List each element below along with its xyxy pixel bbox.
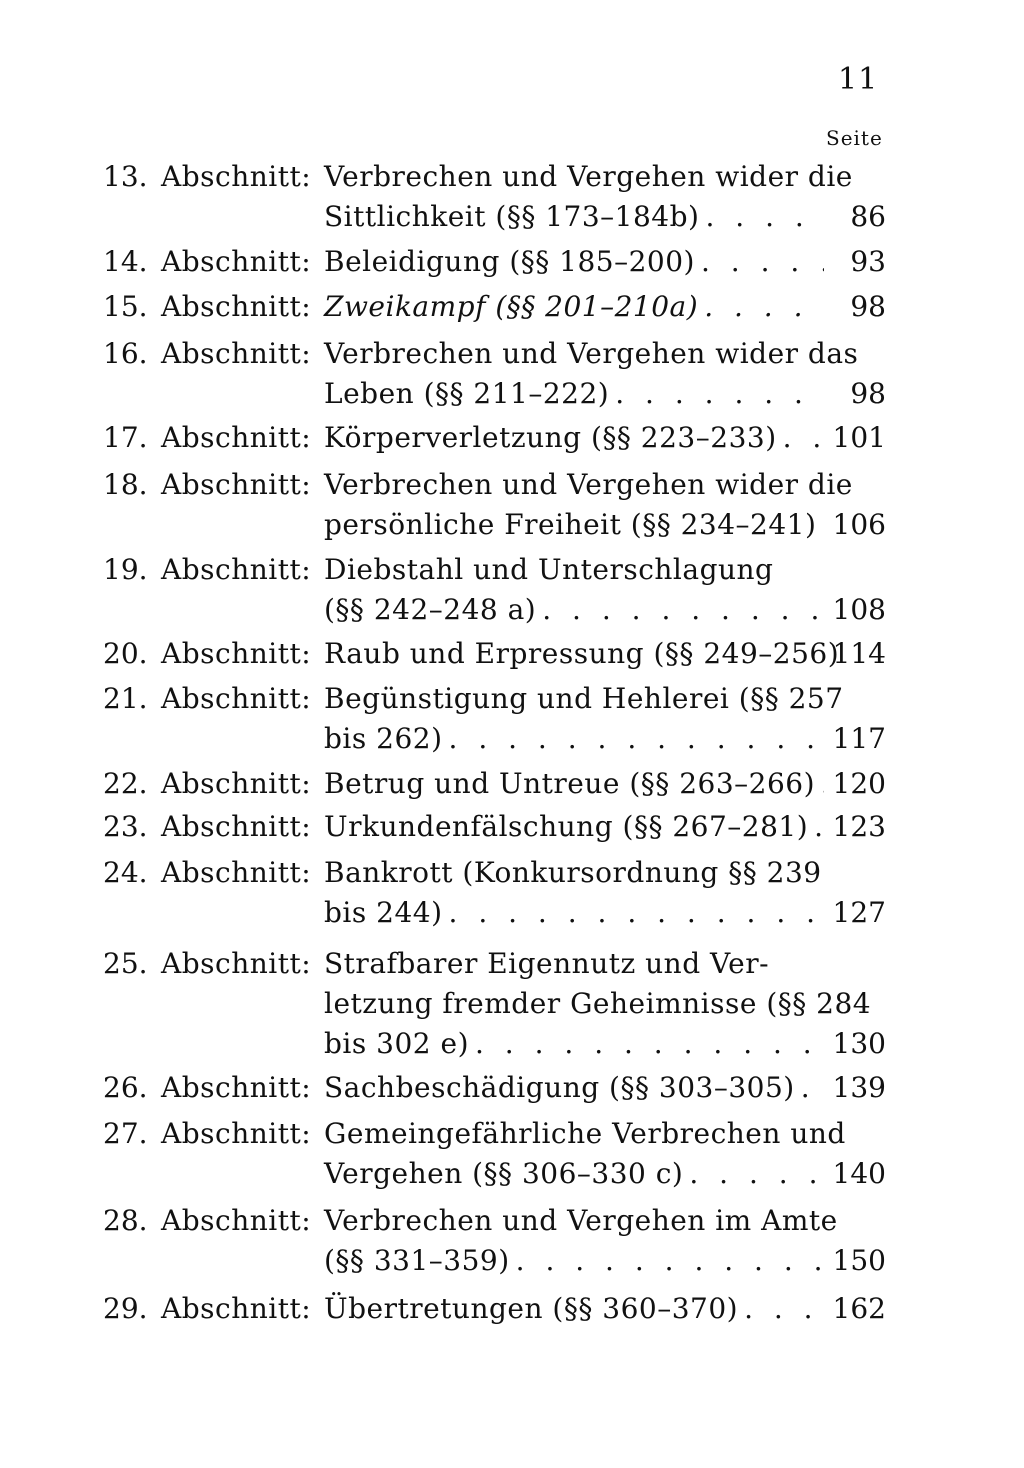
entry-number: 13. bbox=[103, 160, 148, 193]
entry-page-number: 98 bbox=[850, 377, 886, 410]
dot-leader bbox=[783, 418, 824, 458]
entry-page-number: 114 bbox=[832, 637, 886, 670]
entry-page-number: 139 bbox=[832, 1071, 886, 1104]
entry-number: 22. bbox=[103, 767, 148, 800]
entry-title-text: Beleidigung (§§ 185–200) bbox=[324, 245, 695, 278]
entry-section-label: Abschnitt: bbox=[161, 245, 312, 278]
entry-section-label: Abschnitt: bbox=[161, 160, 312, 193]
entry-page-number: 150 bbox=[832, 1244, 886, 1277]
page-number: 11 bbox=[838, 62, 879, 97]
entry-title-line bbox=[324, 1068, 824, 1108]
entry-number: 17. bbox=[103, 421, 148, 454]
entry-title-line: Verbrechen und Vergehen wider das bbox=[324, 337, 859, 370]
entry-number: 26. bbox=[103, 1071, 148, 1104]
entry-section-label: Abschnitt: bbox=[161, 856, 312, 889]
entry-section-label: Abschnitt: bbox=[161, 421, 312, 454]
entry-section-label: Abschnitt: bbox=[161, 1292, 312, 1325]
entry-title-line: letzung fremder Geheimnisse (§§ 284 bbox=[324, 987, 872, 1020]
dot-leader bbox=[705, 197, 824, 237]
entry-title-text: Zweikampf (§§ 201–210a) bbox=[324, 290, 699, 323]
dot-leader bbox=[689, 1154, 824, 1194]
dot-leader bbox=[701, 242, 824, 282]
entry-number: 25. bbox=[103, 947, 148, 980]
entry-title-line: Gemeingefährliche Verbrechen und bbox=[324, 1117, 846, 1150]
entry-number: 23. bbox=[103, 810, 148, 843]
entry-title-text: Körperverletzung (§§ 223–233) bbox=[324, 421, 777, 454]
entry-title-text: (§§ 331–359) bbox=[324, 1244, 510, 1277]
entry-title-line bbox=[324, 287, 824, 327]
entry-page-number: 86 bbox=[850, 200, 886, 233]
entry-title-line bbox=[324, 418, 824, 458]
page-column-header: Seite bbox=[826, 126, 883, 150]
entry-page-number: 98 bbox=[850, 290, 886, 323]
entry-title-text: Sachbeschädigung (§§ 303–305) bbox=[324, 1071, 795, 1104]
entry-title-text: (§§ 242–248 a) bbox=[324, 593, 537, 626]
dot-leader bbox=[744, 1289, 824, 1329]
entry-page-number: 123 bbox=[832, 810, 886, 843]
entry-title-text: Sittlichkeit (§§ 173–184b) bbox=[324, 200, 700, 233]
entry-page-number: 120 bbox=[832, 767, 886, 800]
entry-title-text: bis 262) bbox=[324, 722, 443, 755]
entry-section-label: Abschnitt: bbox=[161, 637, 312, 670]
entry-title-line: Diebstahl und Unterschlagung bbox=[324, 553, 774, 586]
entry-section-label: Abschnitt: bbox=[161, 468, 312, 501]
entry-number: 18. bbox=[103, 468, 148, 501]
entry-title-line bbox=[324, 197, 824, 237]
dot-leader bbox=[475, 1024, 824, 1064]
entry-number: 15. bbox=[103, 290, 148, 323]
entry-number: 27. bbox=[103, 1117, 148, 1150]
entry-section-label: Abschnitt: bbox=[161, 947, 312, 980]
entry-title-line bbox=[324, 590, 824, 630]
entry-number: 24. bbox=[103, 856, 148, 889]
entry-page-number: 162 bbox=[832, 1292, 886, 1325]
entry-section-label: Abschnitt: bbox=[161, 682, 312, 715]
entry-title-line bbox=[324, 1289, 824, 1329]
entry-section-label: Abschnitt: bbox=[161, 810, 312, 843]
entry-page-number: 108 bbox=[832, 593, 886, 626]
entry-title-line: Verbrechen und Vergehen wider die bbox=[324, 160, 853, 193]
entry-title-text: bis 302 e) bbox=[324, 1027, 469, 1060]
entry-title-line bbox=[324, 1154, 824, 1194]
dot-leader bbox=[615, 374, 824, 414]
entry-title-text: persönliche Freiheit (§§ 234–241) bbox=[324, 508, 817, 541]
entry-page-number: 127 bbox=[832, 896, 886, 929]
entry-section-label: Abschnitt: bbox=[161, 1071, 312, 1104]
entry-title-line bbox=[324, 893, 824, 933]
entry-number: 20. bbox=[103, 637, 148, 670]
entry-title-line bbox=[324, 1024, 824, 1064]
entry-title-line bbox=[324, 719, 824, 759]
entry-title-text: Raub und Erpressung (§§ 249–256) bbox=[324, 637, 840, 670]
entry-title-text: Urkundenfälschung (§§ 267–281) bbox=[324, 810, 809, 843]
entry-title-line bbox=[324, 807, 824, 847]
entry-title-line: Begünstigung und Hehlerei (§§ 257 bbox=[324, 682, 844, 715]
entry-title-text: Leben (§§ 211–222) bbox=[324, 377, 610, 410]
entry-title-line: Verbrechen und Vergehen im Amte bbox=[324, 1204, 838, 1237]
entry-title-text: Vergehen (§§ 306–330 c) bbox=[324, 1157, 684, 1190]
entry-title-line bbox=[324, 764, 824, 804]
entry-number: 16. bbox=[103, 337, 148, 370]
entry-title-line bbox=[324, 505, 824, 545]
entry-number: 19. bbox=[103, 553, 148, 586]
entry-section-label: Abschnitt: bbox=[161, 1204, 312, 1237]
dot-leader bbox=[449, 719, 824, 759]
entry-number: 29. bbox=[103, 1292, 148, 1325]
entry-title-line: Bankrott (Konkursordnung §§ 239 bbox=[324, 856, 822, 889]
dot-leader bbox=[542, 590, 824, 630]
entry-title-line bbox=[324, 634, 840, 674]
entry-page-number: 101 bbox=[832, 421, 886, 454]
entry-title-text: Übertretungen (§§ 360–370) bbox=[324, 1292, 739, 1325]
dot-leader bbox=[449, 893, 824, 933]
entry-page-number: 106 bbox=[832, 508, 886, 541]
entry-title-line: Strafbarer Eigennutz und Ver- bbox=[324, 947, 770, 980]
entry-title-line bbox=[324, 242, 824, 282]
entry-section-label: Abschnitt: bbox=[161, 553, 312, 586]
entry-section-label: Abschnitt: bbox=[161, 337, 312, 370]
entry-section-label: Abschnitt: bbox=[161, 1117, 312, 1150]
entry-title-text: bis 244) bbox=[324, 896, 443, 929]
dot-leader bbox=[516, 1241, 824, 1281]
entry-page-number: 93 bbox=[850, 245, 886, 278]
entry-page-number: 140 bbox=[832, 1157, 886, 1190]
entry-title-line bbox=[324, 374, 824, 414]
entry-page-number: 117 bbox=[832, 722, 886, 755]
dot-leader bbox=[704, 287, 824, 327]
entry-number: 28. bbox=[103, 1204, 148, 1237]
entry-title-line: Verbrechen und Vergehen wider die bbox=[324, 468, 853, 501]
entry-section-label: Abschnitt: bbox=[161, 290, 312, 323]
entry-section-label: Abschnitt: bbox=[161, 767, 312, 800]
entry-title-line bbox=[324, 1241, 824, 1281]
entry-page-number: 130 bbox=[832, 1027, 886, 1060]
entry-number: 21. bbox=[103, 682, 148, 715]
entry-number: 14. bbox=[103, 245, 148, 278]
entry-title-text: Betrug und Untreue (§§ 263–266) bbox=[324, 767, 816, 800]
